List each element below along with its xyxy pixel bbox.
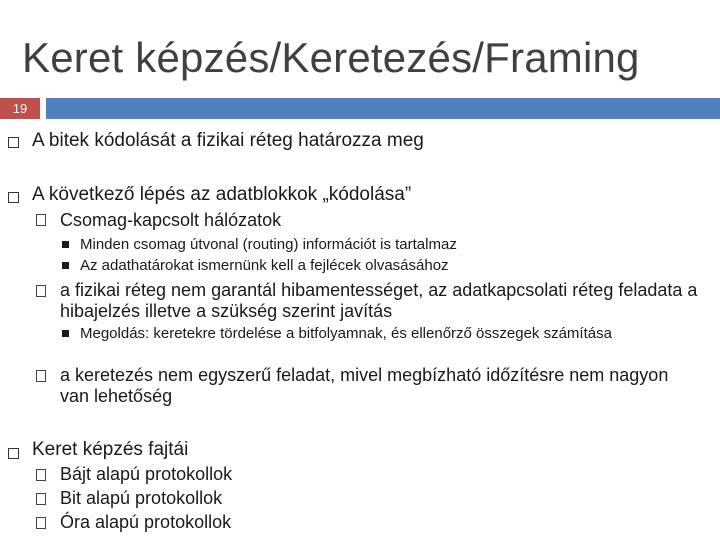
checkbox-bullet-icon [8,137,19,148]
glyph-bullet-icon [36,493,46,505]
bullet-text: a fizikai réteg nem garantál hibamentességet, az adatkapcsolati réteg feladata a hibajelzés illetve a szükség szerint javítás [60,280,698,321]
square-bullet-icon [62,330,69,337]
bullet-text: Megoldás: keretekre tördelése a bitfolyamnak, és ellenőrző összegek számítása [80,325,612,342]
glyph-bullet-icon [36,285,46,297]
bullet-text: Az adathatárokat ismernünk kell a fejlécek olvasásához [80,257,449,274]
bullet-text: a keretezés nem egyszerű feladat, mivel megbízható időzítésre nem nagyon van lehetőség [60,365,669,406]
bullet-text: Bájt alapú protokollok [60,464,233,484]
glyph-bullet-icon [36,517,46,529]
checkbox-bullet-icon [8,448,19,459]
title-rule [46,98,720,119]
glyph-bullet-icon [36,214,46,226]
square-bullet-icon [62,262,69,269]
square-bullet-icon [62,241,69,248]
checkbox-bullet-icon [8,192,19,203]
bullet-text: Csomag-kapcsolt hálózatok [60,210,282,230]
bullet-text: Óra alapú protokollok [60,512,232,532]
bullet-text: Bit alapú protokollok [60,488,223,508]
glyph-bullet-icon [36,370,46,382]
bullet-text: A bitek kódolását a fizikai réteg határozza meg [32,130,424,151]
glyph-bullet-icon [36,469,46,481]
bullet-text: Minden csomag útvonal (routing) információt is tartalmaz [80,236,457,253]
bullet-text: A következő lépés az adatblokkok „kódolása” [32,184,412,205]
slide-title: Keret képzés/Keretezés/Framing [22,34,640,81]
bullet-text: Keret képzés fajtái [32,439,189,460]
slide-number: 19 [0,98,40,119]
